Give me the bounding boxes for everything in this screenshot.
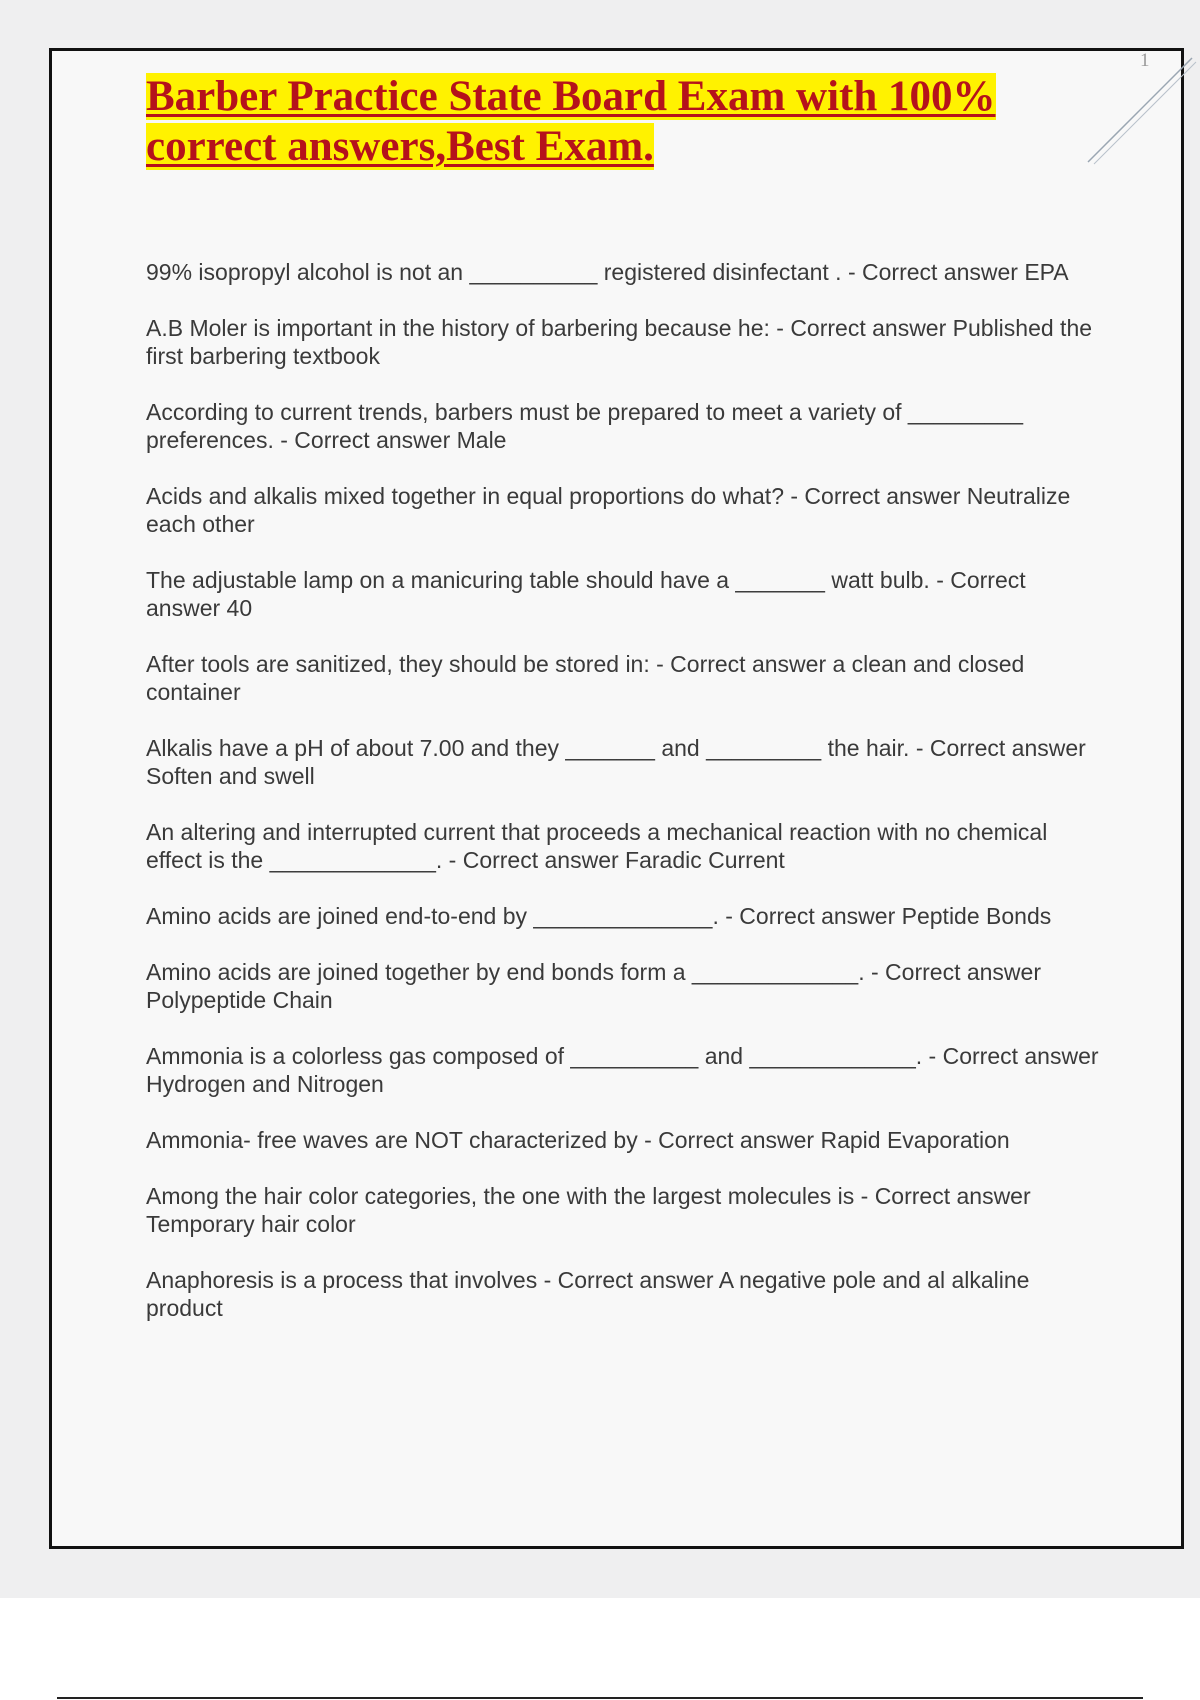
qa-item: Anaphoresis is a process that involves - Correct answer A negative pole and al alkaline product bbox=[146, 1267, 1030, 1321]
qa-item: Amino acids are joined together by end bonds form a _____________. - Correct answer Polypeptide Chain bbox=[146, 959, 1041, 1013]
next-page-edge-rule bbox=[57, 1697, 1143, 1699]
document-title bbox=[146, 72, 1106, 172]
qa-item: According to current trends, barbers must be prepared to meet a variety of _________ preferences. - Correct answer Male bbox=[146, 399, 1024, 453]
qa-item: 99% isopropyl alcohol is not an __________ registered disinfectant . - Correct answer EPA bbox=[146, 259, 1069, 285]
qa-item: Ammonia- free waves are NOT characterized by - Correct answer Rapid Evaporation bbox=[146, 1127, 1010, 1153]
page-number: 1 bbox=[1140, 50, 1150, 71]
qa-item: Alkalis have a pH of about 7.00 and they _______ and _________ the hair. - Correct answer Soften and swell bbox=[146, 735, 1086, 789]
qa-item: An altering and interrupted current that proceeds a mechanical reaction with no chemical effect is the _____________. - Correct answer Faradic Current bbox=[146, 819, 1048, 873]
qa-item: Acids and alkalis mixed together in equal proportions do what? - Correct answer Neutralize each other bbox=[146, 483, 1071, 537]
qa-item: Among the hair color categories, the one with the largest molecules is - Correct answer Temporary hair color bbox=[146, 1183, 1031, 1237]
qa-item: The adjustable lamp on a manicuring table should have a _______ watt bulb. - Correct answer 40 bbox=[146, 567, 1026, 621]
question-answer-list bbox=[146, 258, 1106, 1350]
qa-item: A.B Moler is important in the history of barbering because he: - Correct answer Published the first barbering textbook bbox=[146, 315, 1093, 369]
document-title-text: Barber Practice State Board Exam with 100% correct answers,Best Exam. bbox=[146, 73, 996, 170]
qa-item: Amino acids are joined end-to-end by ______________. - Correct answer Peptide Bonds bbox=[146, 903, 1052, 929]
qa-item: After tools are sanitized, they should be stored in: - Correct answer a clean and closed container bbox=[146, 651, 1025, 705]
qa-item: Ammonia is a colorless gas composed of __________ and _____________. - Correct answer Hydrogen and Nitrogen bbox=[146, 1043, 1099, 1097]
